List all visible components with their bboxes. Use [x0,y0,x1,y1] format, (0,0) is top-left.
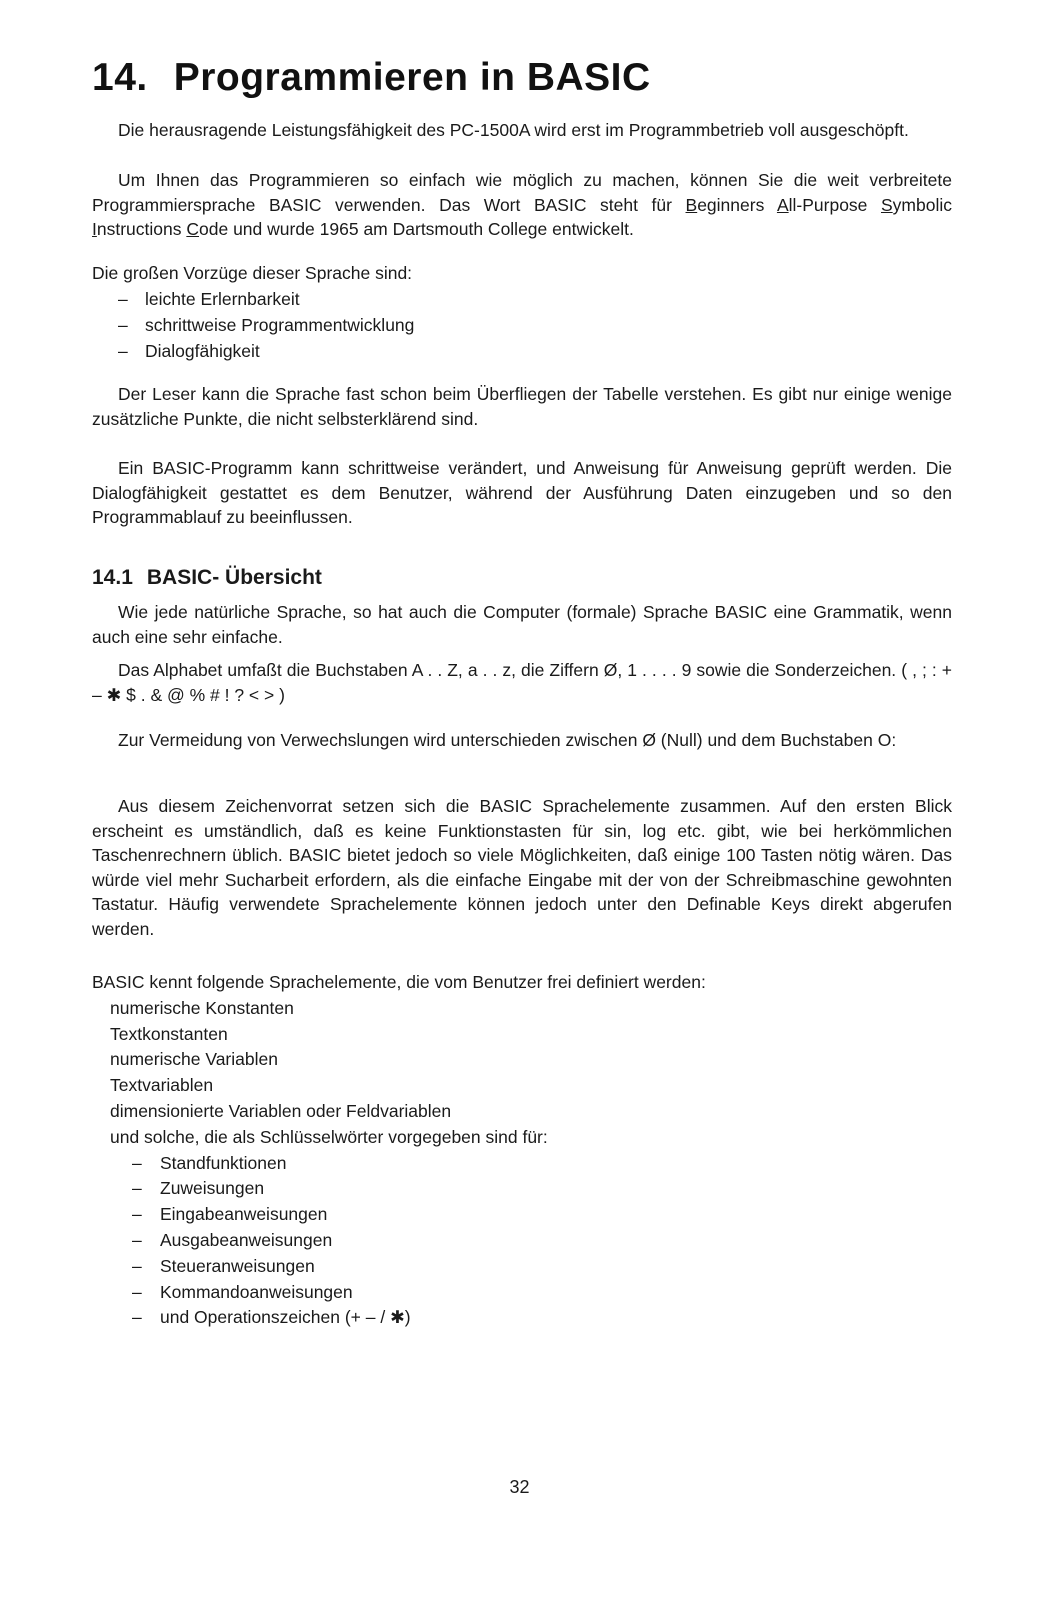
elements-intro: BASIC kennt folgende Sprachelemente, die vom Benutzer frei definiert werden: [92,972,706,992]
list-item: – leichte Erlernbarkeit [118,289,300,309]
section-title: BASIC- Übersicht [146,566,322,589]
program-paragraph: Ein BASIC-Programm kann schrittweise verändert, und Anweisung für Anweisung geprüft werden. Die Dialogfähigkeit gestattet es dem Benutzer, während der Ausführung Daten einzugeben und so den Programmablauf zu beeinflussen. [92,458,952,527]
list-item: Textvariablen [110,1075,214,1096]
acronym-letter: A [776,194,789,215]
alphabet-paragraph: Das Alphabet umfaßt die Buchstaben A . . Z, a . . z, die Ziffern Ø, 1 . . . . 9 sowie die Sonderzeichen. ( , ; : + – ✱ $ . & @ % # ! ? < > ) [92,660,952,705]
list-item: dimensionierte Variablen oder Feldvariablen [110,1100,452,1121]
list-item: – Dialogfähigkeit [118,341,260,361]
chapter-title: Programmieren in BASIC [173,56,651,99]
section-number: 14.1 [92,566,133,589]
chapter-number: 14. [92,56,148,99]
list-item: numerische Variablen [110,1049,278,1070]
acronym-letter: I [92,219,97,239]
list-item: Textkonstanten [110,1023,228,1044]
intro-paragraph-1: Die herausragende Leistungsfähigkeit des PC-1500A wird erst im Programmbetrieb voll ausgeschöpft. [118,120,909,140]
acronym-letter: S [880,194,893,215]
list-item: – Kommandoanweisungen [132,1281,353,1302]
list-item: – Eingabeanweisungen [132,1204,328,1225]
acronym-letter: B [685,194,698,215]
list-item: – und Operationszeichen (+ – / ✱) [132,1307,411,1328]
page-number: 32 [509,1477,530,1497]
charset-paragraph: Aus diesem Zeichenvorrat setzen sich die BASIC Sprachelemente zusammen. Auf den ersten Blick erscheint es umständlich, daß es keine Funktionstasten für sin, log etc. gibt, wie bei herkömmlichen Taschenrechnern üblich. BASIC bietet jedoch so viele Möglichkeiten, daß einige 100 Tasten nötig wären. Das würde viel mehr Sucharbeit erfordern, als die einfache Eingabe mit der von der Schreibmaschine gewohnten Tastatur. Häufig verwendete Sprachelemente können jedoch unter den Definable Keys direkt abgerufen werden. [92,796,952,939]
reader-paragraph: Der Leser kann die Sprache fast schon beim Überfliegen der Tabelle verstehen. Es gibt nur einige wenige zusätzliche Punkte, die nicht selbsterklärend sind. [92,384,952,429]
list-item: – schrittweise Programmentwicklung [118,315,415,335]
intro-paragraph-2: Um Ihnen das Programmieren so einfach wie möglich zu machen, können Sie die weit verbreitete Programmiersprache BASIC verwenden. Das Wort BASIC steht für Beginners All-Purpose Symbolic Instructions Code und wurde 1965 am Dartsmouth College entwickelt. [92,170,952,239]
grammar-paragraph: Wie jede natürliche Sprache, so hat auch die Computer (formale) Sprache BASIC eine Grammatik, wenn auch eine sehr einfache. [92,602,952,647]
list-item: – Standfunktionen [132,1152,287,1173]
acronym-letter: C [186,219,199,239]
chapter-heading [92,56,651,100]
list-item: – Steueranweisungen [132,1255,315,1276]
advantages-list [92,260,414,364]
confusion-paragraph: Zur Vermeidung von Verwechslungen wird unterschieden zwischen Ø (Null) und dem Buchstaben O: [118,730,897,750]
list-item: – Ausgabeanweisungen [132,1229,333,1250]
advantages-lead: Die großen Vorzüge dieser Sprache sind: [92,263,413,283]
list-item: numerische Konstanten [110,997,294,1018]
list-item: – Zuweisungen [132,1178,265,1199]
language-elements [92,970,706,1331]
keywords-intro: und solche, die als Schlüsselwörter vorgegeben sind für: [110,1126,548,1147]
section-heading [92,566,322,590]
